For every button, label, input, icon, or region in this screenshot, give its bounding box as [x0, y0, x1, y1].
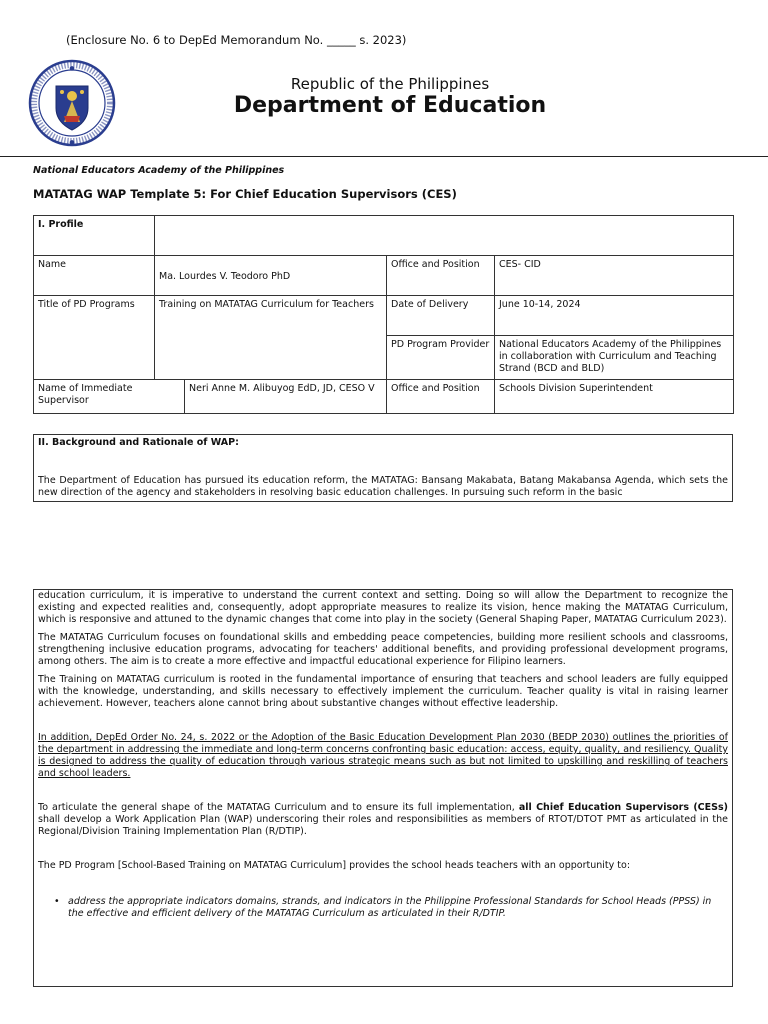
academy-name: National Educators Academy of the Philippines	[33, 165, 285, 176]
background-section-title: II. Background and Rationale of WAP:	[38, 437, 239, 448]
office-value-1: CES- CID	[495, 256, 734, 296]
provider-label: PD Program Provider	[387, 336, 495, 380]
bullet-item	[34, 896, 732, 920]
name-value-cell	[155, 256, 387, 296]
supervisor-value: Neri Anne M. Alibuyog EdD, JD, CESO V	[185, 380, 387, 414]
svg-text:●: ●	[69, 65, 75, 72]
background-paragraph-1-continued: education curriculum, it is imperative to understand the current context and setting. Doing so will allow the Department to recognize the existing and expected realities and, consequently, adopt appropriate measures to realize its vision, hence making the MATATAG Curriculum, which is responsive and attuned to the dynamic changes that come into play in the society (General Shaping Paper, MATATAG Curriculum 2023).	[38, 590, 728, 625]
office-value-2: Schools Division Superintendent	[495, 380, 734, 414]
template-title: MATATAG WAP Template 5: For Chief Education Supervisors (CES)	[33, 187, 457, 201]
name-label: Name	[34, 256, 155, 296]
pd-title-value: Training on MATATAG Curriculum for Teachers	[155, 296, 387, 380]
date-label: Date of Delivery	[387, 296, 495, 336]
office-label-2: Office and Position	[387, 380, 495, 414]
background-paragraph-3: The Training on MATATAG curriculum is rooted in the fundamental importance of ensuring that teachers and school leaders are fully equipped with the knowledge, understanding, and skills necessary to effectively implement the curriculum. Teacher quality is vital in raising learner achievement. However, teachers alone cannot bring about substantive changes without effective leadership.	[38, 674, 728, 709]
background-paragraph-1: The Department of Education has pursued its education reform, the MATATAG: Bansang Makabata, Batang Makabansa Agenda, which sets the new direction of the agency and stakeholders in resolving basic education challenges. In pursuing such reform in the basic	[38, 475, 728, 498]
background-paragraph-6: The PD Program [School-Based Training on MATATAG Curriculum] provides the school heads teachers with an opportunity to:	[38, 860, 631, 871]
background-continued-box	[33, 589, 733, 987]
bullet-text: address the appropriate indicators domains, strands, and indicators in the Philippine Professional Standards for School Heads (PPSS) in the effective and efficient delivery of the MATATAG Curriculum as articulated in their R/DTIP.	[68, 896, 712, 919]
profile-title-spacer	[155, 216, 734, 256]
svg-text:●: ●	[69, 139, 75, 146]
date-value: June 10-14, 2024	[495, 296, 734, 336]
background-section-box	[33, 434, 733, 502]
background-paragraph-2: The MATATAG Curriculum focuses on foundational skills and embedding peace competencies, building more resilient schools and classrooms, strengthening inclusive education programs, advocating for teachers' additional benefits, and providing professional development programs, among others. The aim is to create a more effective and impactful educational experience for Filipino learners.	[38, 632, 728, 667]
profile-table	[33, 215, 734, 414]
name-value: Ma. Lourdes V. Teodoro PhD	[159, 271, 291, 282]
background-paragraph-4: In addition, DepEd Order No. 24, s. 2022 or the Adoption of the Basic Education Development Plan 2030 (BEDP 2030) outlines the priorities of the department in addressing the immediate and long-term concerns confronting basic education: access, equity, quality, and resiliency. Quality is designed to address the quality of education through various strategic means such as but not limited to upskilling and reskilling of teachers and school leaders.	[38, 732, 728, 779]
supervisor-label: Name of Immediate Supervisor	[34, 380, 185, 414]
office-label-1: Office and Position	[387, 256, 495, 296]
header-divider	[0, 156, 768, 157]
bullet-icon: •	[54, 896, 60, 907]
background-paragraph-5: To articulate the general shape of the MATATAG Curriculum and to ensure its full implementation, all Chief Education Supervisors (CESs) shall develop a Work Application Plan (WAP) underscoring their roles and responsibilities as members of RTOT/DTOT PMT as articulated in the Regional/Division Training Implementation Plan (R/DTIP).	[38, 802, 728, 837]
department-heading: Department of Education	[233, 93, 547, 118]
profile-section-title: I. Profile	[34, 216, 155, 256]
republic-heading: Republic of the Philippines	[290, 75, 490, 93]
enclosure-note: (Enclosure No. 6 to DepEd Memorandum No. _____ s. 2023)	[66, 33, 407, 47]
pd-title-label: Title of PD Programs	[34, 296, 155, 380]
provider-value: National Educators Academy of the Philippines in collaboration with Curriculum and Teaching Strand (BCD and BLD)	[495, 336, 734, 380]
